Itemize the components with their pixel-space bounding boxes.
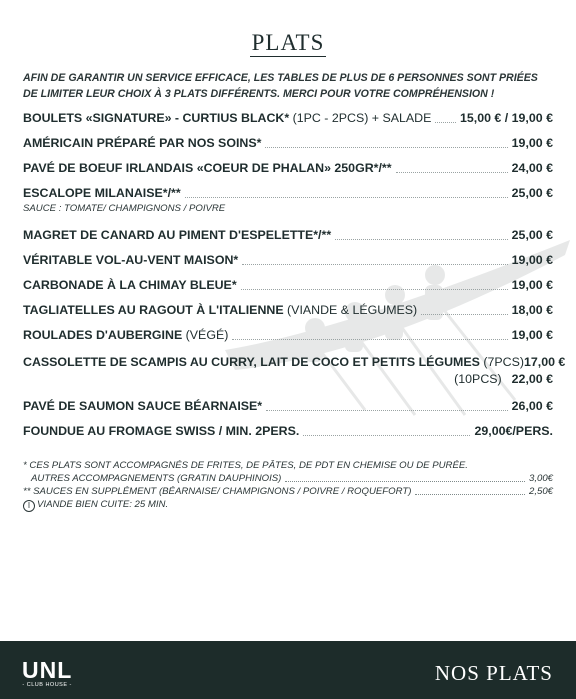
menu-item-variant: (10PCS) <box>454 372 502 386</box>
menu-item <box>23 227 553 244</box>
menu-item-price: 26,00 € <box>511 399 553 413</box>
footer-title: NOS PLATS <box>434 661 553 685</box>
menu-item-subtext: SAUCE : TOMATE/ CHAMPIGNONS / POIVRE <box>23 203 226 214</box>
dot-leader <box>396 172 508 173</box>
dot-leader <box>435 122 456 123</box>
footnote-other-sides: AUTRES ACCOMPAGNEMENTS (GRATIN DAUPHINOIS) 3,00€ <box>31 473 553 484</box>
menu-item-price: 19,00 € <box>511 328 553 342</box>
page-title: PLATS <box>251 30 325 55</box>
menu-item-price: 24,00 € <box>511 161 553 175</box>
footer-bar <box>0 641 576 699</box>
menu-item-name: CARBONADE À LA CHIMAY BLEUE* <box>23 278 237 292</box>
footnote-accompaniment: * CES PLATS SONT ACCOMPAGNÉS DE FRITES, DE PÂTES, DE PDT EN CHEMISE OU DE PURÉE. <box>23 460 468 471</box>
menu-item-name: FOUNDUE AU FROMAGE SWISS / MIN. 2PERS. <box>23 424 300 438</box>
menu-item-price: 17,00 € <box>523 355 566 369</box>
menu-item-name: BOULETS «SIGNATURE» - CURTIUS BLACK* (1PC - 2PCS) + SALADE <box>23 111 432 125</box>
dot-leader <box>335 239 508 240</box>
menu-item-price: 29,00€/PERS. <box>474 424 553 438</box>
menu-item-price: 15,00 € / 19,00 € <box>459 111 553 125</box>
menu-item <box>23 398 553 415</box>
menu-item <box>23 160 553 177</box>
menu-item <box>23 327 553 344</box>
info-icon: I <box>23 500 35 512</box>
club-logo: UNL - CLUB HOUSE - <box>22 657 73 688</box>
menu-item <box>23 277 553 294</box>
menu-item-price: 19,00 € <box>511 136 553 150</box>
footnotes <box>23 459 553 512</box>
menu-item-name: MAGRET DE CANARD AU PIMENT D'ESPELETTE*/** <box>23 228 332 242</box>
menu-item-name: VÉRITABLE VOL-AU-VENT MAISON* <box>23 253 239 267</box>
menu-item-name: ROULADES D'AUBERGINE (VÉGÉ) <box>23 328 229 342</box>
menu-item-name: TAGLIATELLES AU RAGOUT À L'ITALIENNE (VIANDE & LÉGUMES) <box>23 303 418 317</box>
intro-text: AFIN DE GARANTIR UN SERVICE EFFICACE, LES TABLES DE PLUS DE 6 PERSONNES SONT PRIÉES DE LIMITER LEUR CHOIX À 3 PLATS DIFFÉRENTS. MERCI POUR VOTRE COMPRÉHENSION ! <box>23 72 538 100</box>
dot-leader <box>265 147 507 148</box>
menu-item-name: CASSOLETTE DE SCAMPIS AU CURRY, LAIT DE COCO ET PETITS LÉGUMES (7PCS) <box>23 355 524 369</box>
footnote-cooking-time: I VIANDE BIEN CUITE: 25 MIN. <box>23 498 553 512</box>
menu-item-name: ESCALOPE MILANAISE*/** <box>23 186 181 200</box>
menu-item <box>23 423 553 440</box>
menu-item-price: 19,00 € <box>511 253 553 267</box>
menu-item-price: 18,00 € <box>511 303 553 317</box>
menu-item-price: 22,00 € <box>511 372 553 386</box>
menu-item <box>23 185 553 215</box>
menu-item-name: AMÉRICAIN PRÉPARÉ PAR NOS SOINS* <box>23 136 262 150</box>
menu-item-name: PAVÉ DE BOEUF IRLANDAIS «COEUR DE PHALAN» 250GR*/** <box>23 161 392 175</box>
footnote-sauces: ** SAUCES EN SUPPLÉMENT (BÉARNAISE/ CHAMPIGNONS / POIVRE / ROQUEFORT) 2,50€ <box>23 486 553 497</box>
dot-leader <box>303 435 470 436</box>
menu-item <box>23 302 553 319</box>
menu-item-name: PAVÉ DE SAUMON SAUCE BÉARNAISE* <box>23 399 263 413</box>
menu-item <box>23 110 553 127</box>
menu-item <box>23 135 553 152</box>
dot-leader <box>241 289 508 290</box>
menu-item <box>23 354 566 388</box>
dot-leader <box>242 264 507 265</box>
dot-leader <box>232 339 507 340</box>
menu-list <box>23 110 566 448</box>
dot-leader <box>266 410 508 411</box>
dot-leader <box>185 197 508 198</box>
dot-leader <box>421 314 507 315</box>
menu-item-price: 19,00 € <box>511 278 553 292</box>
menu-item <box>23 252 553 269</box>
menu-item-price: 25,00 € <box>511 228 553 242</box>
menu-item-price: 25,00 € <box>511 186 553 200</box>
